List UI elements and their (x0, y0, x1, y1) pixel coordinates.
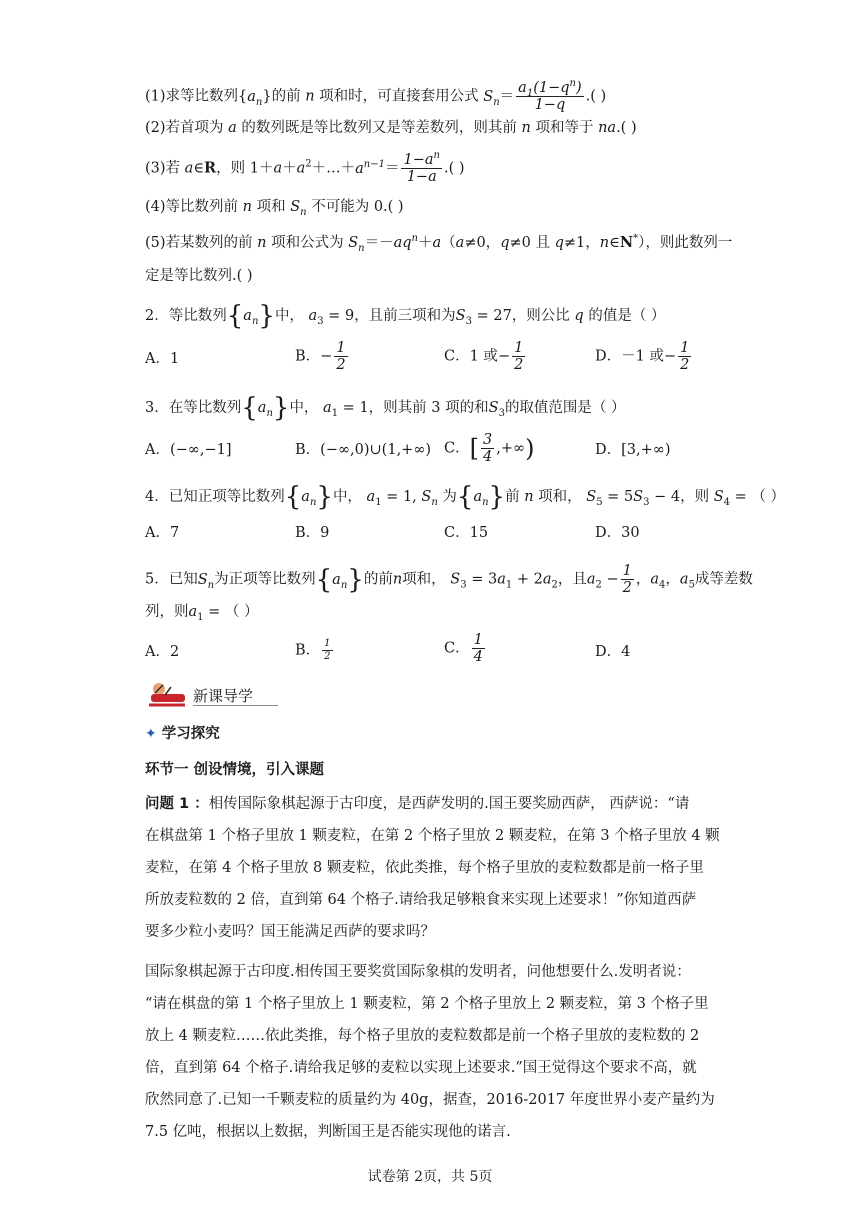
q2-option-d[interactable]: D．－1 或− $\frac{1}{2}$ (595, 340, 690, 373)
judge-item-5-cont: 定是等比数列.( ) (145, 268, 253, 284)
badge-logo-icon (145, 681, 189, 709)
judge-item-2: (2)若首项为 a 的数列既是等比数列又是等差数列，则其前 n 项和等于 na.( ) (145, 120, 637, 136)
question-2-stem: 2．等比数列$\{a_n\}$中， $a_3 = 9$，且前三项和为$S_3 = 27$，则公比 q 的值是（ ） (145, 301, 666, 331)
question-3-stem: 3．在等比数列$\{a_n\}$中， $a_1 = 1$，则其前 3 项的和$S_3$的取值范围是（ ） (145, 393, 626, 423)
judge-item-4: (4)等比数列前 n 项和 $S_n$ 不可能为 0.( ) (145, 199, 404, 218)
q4-option-c[interactable]: C．15 (444, 525, 489, 541)
problem-1-paragraph: 问题 1 ：相传国际象棋起源于古印度，是西萨发明的.国王要奖励西萨， 西萨说：“请 在棋盘第 1 个格子里放 1 颗麦粒，在第 2 个格子里放 2 颗麦粒，在第 3 个格子里放 4 颗 麦粒，在第 4 个格子里放 8 颗麦粒，依此类推，每个格子里放的麦粒数都是前一格子里 所放麦粒数的 2 倍，直到第 64 个格子.请给我足够粮食来实现上述要求！”你知道西萨 要多少粒小麦吗？国王能满足西萨的要求吗？ (145, 796, 720, 940)
question-4-stem: 4．已知正项等比数列$\{a_n\}$中， $a_1 = 1$, $S_n$ 为$\{a_n\}$前 n 项和， $S_5 = 5S_3 - 4$，则 $S_4$ = （ ） (145, 482, 785, 512)
section-badge (145, 681, 280, 711)
q5-option-d[interactable]: D．4 (595, 644, 631, 660)
q2-option-c[interactable]: C．1 或− $\frac{1}{2}$ (444, 340, 524, 373)
badge-title: 新课导学 (193, 687, 254, 705)
q4-option-d[interactable]: D．30 (595, 525, 640, 541)
q3-option-a[interactable]: A．(−∞,−1] (145, 442, 232, 458)
judge-item-5: (5)若某数列的前 n 项和公式为 $S_n=-aq^n+a(a\ne 0$，q≠0 且 q≠1，n∈N*），则此数列一 (145, 233, 733, 254)
q4-option-b[interactable]: B．9 (295, 525, 330, 541)
q2-option-a[interactable]: A．1 (145, 351, 180, 367)
judge-item-3: (3)若 a∈R，则 $1+a+a^2+\dots+a^{n-1}=$ $\frac{1-a^n}{1-a}$ .( ) (145, 150, 465, 185)
q3-option-d[interactable]: D．[3,+∞) (595, 442, 671, 458)
q3-option-b[interactable]: B．(−∞,0)∪(1,+∞) (295, 442, 432, 458)
star-icon: ✦ (145, 726, 157, 742)
q5-option-c[interactable]: C． $\frac{1}{4}$ (444, 632, 483, 665)
judge-item-1: (1)求等比数列$\{a_n\}$的前 n 项和时，可直接套用公式 $S_n=$ $\frac{a_1(1-q^n)}{1-q}$ .( ) (145, 78, 607, 113)
page-footer: 试卷第 2页，共 5页 (367, 1169, 493, 1185)
question-5-stem-cont: 列，则$a_1$ = （ ） (145, 604, 259, 623)
question-5-stem: 5．已知$S_n$为正项等比数列$\{a_n\}$的前n项和， $S_3 = 3a_1 + 2a_2$，且$a_2$ − $\frac{1}{2}$ ，$a_4$，$a_5$成等差数 (145, 563, 753, 596)
q3-option-c[interactable]: C．[ $\frac{3}{4}$ ,+∞) (444, 432, 535, 465)
q5-option-a[interactable]: A．2 (145, 644, 180, 660)
story-paragraph: 国际象棋起源于古印度.相传国王要奖赏国际象棋的发明者，问他想要什么.发明者说： “请在棋盘的第 1 个格子里放上 1 颗麦粒，第 2 个格子里放上 2 颗麦粒，第 3 个格子里 放上 4 颗麦粒……依此类推，每个格子里放的麦粒数都是前一个格子里放的麦粒数的 2 倍，直到第 64 个格子.请给我足够的麦粒以实现上述要求.”国王觉得这个要求不高，就 欣然同意了.已知一千颗麦粒的质量约为 40g，据查，2016-2017 年度世界小麦产量约为 7.5 亿吨，根据以上数据，判断国王是否能实现他的诺言. (145, 964, 715, 1140)
step-heading: 环节一 创设情境，引入课题 (145, 762, 325, 778)
study-heading: ✦ 学习探究 (145, 726, 220, 742)
q4-option-a[interactable]: A．7 (145, 525, 180, 541)
q2-option-b[interactable]: B．− $\frac{1}{2}$ (295, 340, 346, 373)
badge-underline (193, 705, 278, 706)
q5-option-b[interactable]: B． $\frac{1}{2}$ (295, 638, 331, 662)
